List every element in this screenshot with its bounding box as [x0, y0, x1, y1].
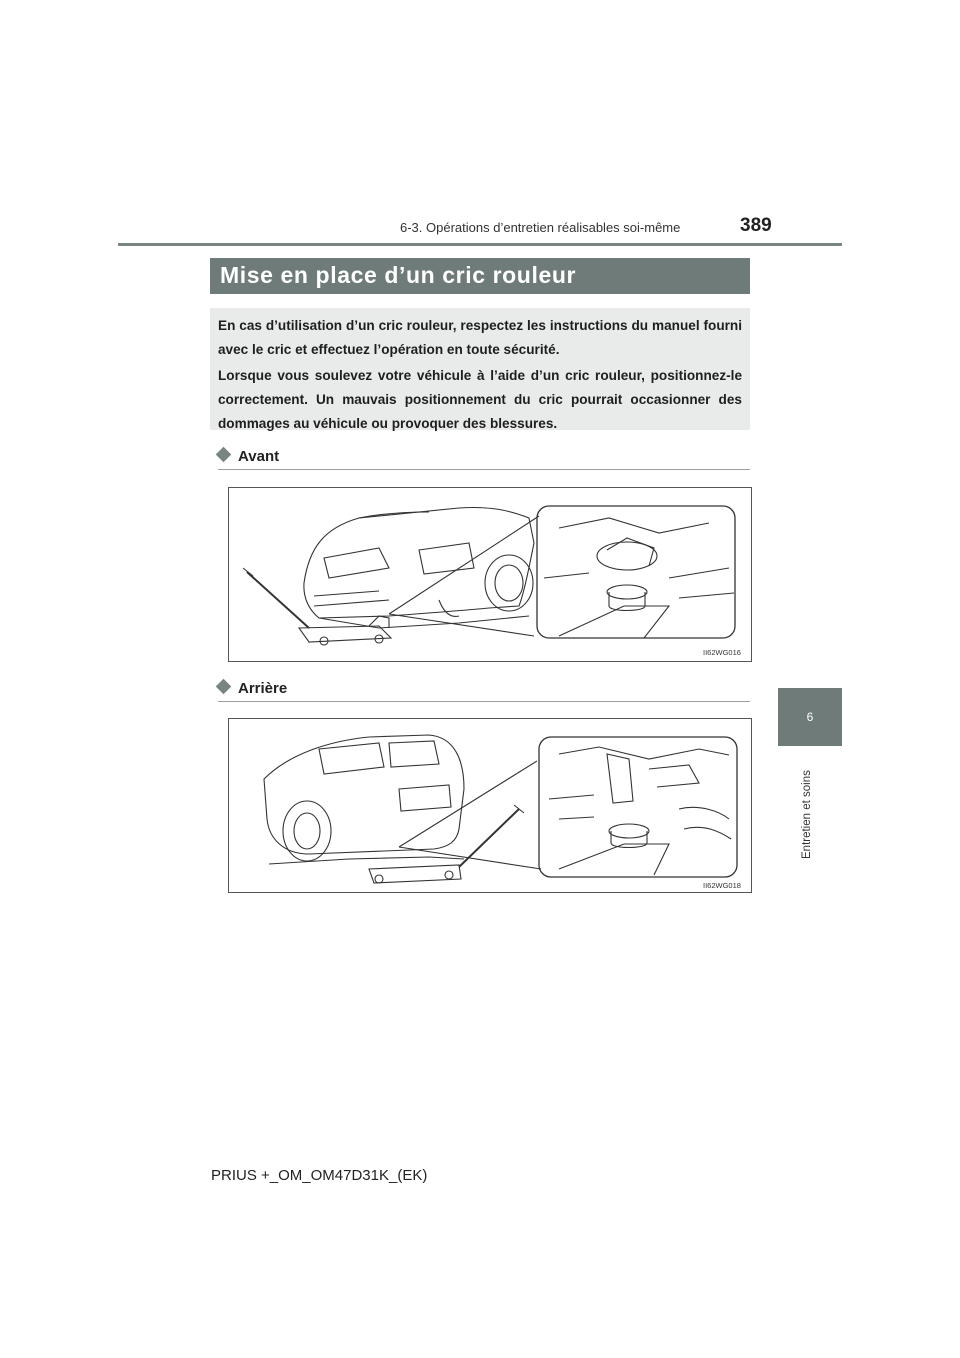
intro-box [210, 308, 750, 430]
rear-car-illustration [229, 719, 751, 892]
figure-rear-code: II62WG018 [703, 881, 741, 890]
subheading-rear-rule [218, 701, 750, 702]
figure-front-code: II62WG016 [703, 648, 741, 657]
figure-front-jack-point [228, 487, 752, 662]
diamond-bullet-icon [216, 447, 232, 463]
subheading-front [218, 448, 279, 465]
section-title: 6-3. Opérations d’entretien réalisables soi-même [400, 220, 681, 235]
header-divider [118, 243, 842, 246]
subheading-rear [218, 680, 287, 697]
page-title-bar [210, 258, 750, 294]
front-car-illustration [229, 488, 751, 661]
diamond-bullet-icon [216, 679, 232, 695]
document-footer: PRIUS +_OM_OM47D31K_(EK) [211, 1167, 428, 1184]
subheading-front-label: Avant [238, 448, 280, 465]
intro-paragraph-2: Lorsque vous soulevez votre véhicule à l’aide d’un cric rouleur, positionnez-le correctement. Un mauvais positionnement du cric pourrait occasionner des dommages au véhicule ou provoquer des blessures. [218, 368, 742, 431]
chapter-tab: 6 [778, 688, 842, 746]
page-title: Mise en place d’un cric rouleur [220, 262, 577, 288]
intro-paragraph-1: En cas d’utilisation d’un cric rouleur, respectez les instructions du manuel fourni avec le cric et effectuez l’opération en toute sécurité. [218, 318, 742, 357]
page-number: 389 [740, 215, 772, 236]
chapter-label: Entretien et soins [801, 770, 813, 860]
subheading-rear-label: Arrière [238, 680, 288, 697]
subheading-front-rule [218, 469, 750, 470]
figure-rear-jack-point [228, 718, 752, 893]
